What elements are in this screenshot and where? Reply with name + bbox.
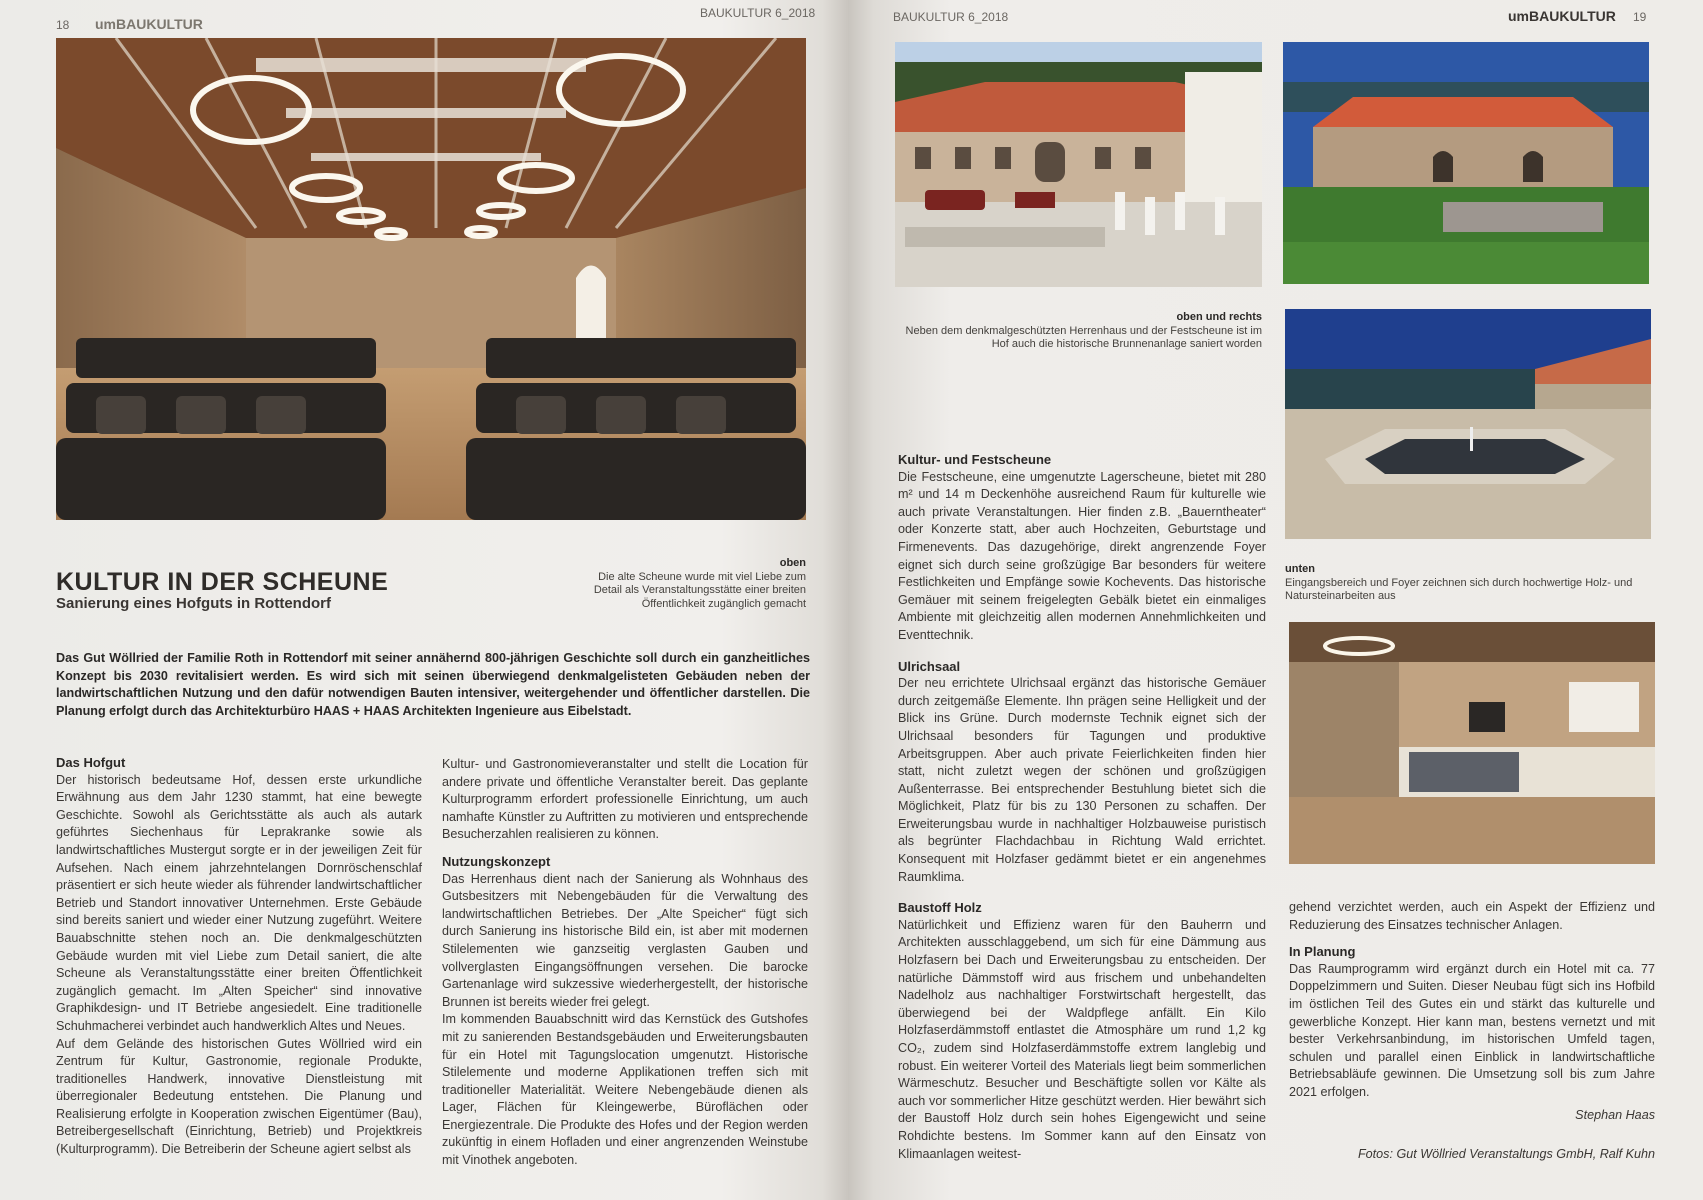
heading-baustoff-holz: Baustoff Holz xyxy=(898,900,982,916)
column-4 xyxy=(1289,899,1655,1124)
paragraph: Natürlichkeit und Effizienz waren für den Bauherrn und Architekten ausschlaggebend, um sich für eine Dämmung aus Holzfasern bei Dach und Erweiterungsbau zu entscheiden. Der natürliche Dämmstoff wird aus frischem und unbehandelten Nadelholz aus nachhaltiger Forstwirtschaft hergestellt, das überwiegend bei der Waldpflege anfällt. Ein Kilo Holzfaserdämmstoff entlastet die Atmosphäre um rund 1,2 kg CO₂, zudem sind Holzfaserdämmstoffe extrem langlebig und robust. Ein weiterer Vorteil des Materials liegt beim sommerlichen Wärmeschutz. Besucher und Beschäftigte sollen vor Kälte als auch vor sommerlicher Hitze geschützt werden. Hier bewährt sich der Baustoff Holz durch sein hohes Eigengewicht und seine Rohdichte bestens. Im Sommer kann auf den Einsatz von Klimaanlagen weitest- xyxy=(898,917,1266,1161)
paragraph: Das Raumprogramm wird ergänzt durch ein Hotel mit ca. 77 Doppelzimmern und Suiten. Dieser Neubau fügt sich ins Hofbild im östlichen Teil des Gutes ein und stärkt das kulturelle und gewerbliche Konzept. Hier kann man, bestens vernetzt und mit bester Verkehrsanbindung, im historischen Umfeld tagen, schulen und parallel einen Einblick in landwirtschaftliche Betriebsabläufe gewinnen. Die Umsetzung soll bis zum Jahre 2021 erfolgen. xyxy=(1289,961,1655,1099)
caption-text: Die alte Scheune wurde mit viel Liebe zum Detail als Veranstaltungsstätte einer breiten Öffentlichkeit zugänglich gemacht xyxy=(593,570,806,610)
article-title: KULTUR IN DER SCHEUNE xyxy=(56,568,389,596)
caption-label: oben und rechts xyxy=(1176,311,1262,323)
page-number: 19 xyxy=(1633,10,1647,24)
section-brand: umBAUKULTUR xyxy=(1508,8,1616,24)
caption-label: oben xyxy=(779,557,806,569)
issue-label: BAUKULTUR 6_2018 xyxy=(893,10,1009,24)
caption-text: Eingangsbereich und Foyer zeichnen sich durch hochwertige Holz- und Natursteinarbeiten aus xyxy=(1285,576,1633,602)
heading-ulrichsaal: Ulrichsaal xyxy=(898,658,961,674)
paragraph: Das Herrenhaus dient nach der Sanierung als Wohnhaus des Gutsbesitzers mit Nebengebäuden für die Verwaltung des landwirtschaftlichen Betriebes. Der „Alte Speicher“ fügt sich durch Sanierung ins historische Bild ein, ist aber mit modernen Stilelementen wie ganzseitig verglasten Gauben und vollverglasten Eingangsöffnungen versehen. Die barocke Gartenanlage wird sukzessive wiederhergestellt, der historische Brunnen ist bereits wieder frei gelegt. xyxy=(442,871,808,1009)
article-lead: Das Gut Wöllried der Familie Roth in Rottendorf mit seiner annähernd 800-jährigen Geschichte soll durch ein ganzheitliches Konzept bis 2030 revitalisiert werden. Es wird sich mit seinen überwiegend denkmalgelisteten Gebäuden neben der landwirtschaftlichen Nutzung und den dafür notwendigen Bauten intensiver, weitergehender und öffentlicher darstellen. Die Planung erfolgt durch das Architekturbüro HAAS + HAAS Architekten Ingenieure aus Eibelstadt. xyxy=(56,651,810,718)
photo-foyer-interior xyxy=(1289,622,1655,864)
left-page xyxy=(0,0,848,1200)
heading-nutzungskonzept: Nutzungskonzept xyxy=(442,853,551,869)
caption-unten xyxy=(1285,563,1651,604)
photo-credit: Fotos: Gut Wöllried Veranstaltungs GmbH, Ralf Kuhn xyxy=(1357,1147,1655,1161)
paragraph: Auf dem Gelände des historischen Gutes Wöllried wird ein Zentrum für Kultur, Gastronomie, regionale Produkte, traditionelles Handwerk, innovative Dienstleistung mit überregionaler Bedeutung entstehen. Die Planung und Realisierung erfolgte in Kooperation zwischen Eigentümer (Bau), Betreibergesellschaft (Einrichtung, Betrieb) und Projektkreis (Kulturprogramm). Die Betreiberin der Scheune agiert selbst als xyxy=(56,1036,422,1157)
right-page xyxy=(848,0,1703,1200)
caption-oben-rechts xyxy=(895,311,1262,352)
heading-in-planung: In Planung xyxy=(1289,944,1356,960)
column-1 xyxy=(56,754,422,1159)
column-2 xyxy=(442,756,808,1170)
main-photo-barn-hall xyxy=(56,38,806,520)
paragraph: Der neu errichtete Ulrichsaal ergänzt das historische Gemäuer durch zeitgemäße Elemente. Ihn prägen seine Helligkeit und der Blick ins Grüne. Durch modernste Technik eignet sich der Ulrichsaal besonders für Tagungen und produktive Arbeitsgruppen. Aber auch private Feierlichkeiten finden hier statt, nicht zuletzt wegen der schönen und großzügigen Außenterrasse. Bei entsprechender Bestuhlung bietet sich die Möglichkeit, Platz für bis zu 130 Personen zu schaffen. Der Erweiterungsbau wurde in nachhaltiger Holzbauweise puristisch als begrünter Flachdachbau in Richtung Wald errichtet. Konsequent mit Holzfaser gedämmt bietet er ein angenehmes Raumklima. xyxy=(898,676,1266,884)
photo-barn-lawn xyxy=(1283,42,1649,284)
author-name: Stephan Haas xyxy=(1575,1107,1655,1122)
paragraph: gehend verzichtet werden, auch ein Aspekt der Effizienz und Reduzierung des Einsatzes technischer Anlagen. xyxy=(1289,900,1655,932)
paragraph: Der historisch bedeutsame Hof, dessen erste urkundliche Erwähnung aus dem Jahr 1230 stammt, hat eine bewegte Geschichte. Sowohl als Gerichtsstätte als auch als autark geführtes Siechenhaus für Leprakranke sowie als landwirtschaftliches Mustergut sorgte er in der jeweiligen Zeit für Aufsehen. Nach einem jahrzehntelangen Dornröschenschlaf präsentiert er sich heute wieder als führender landwirtschaftlicher Betrieb und Standort innovativer Unternehmen. Erste Gebäude sind bereits saniert und wieder einer Nutzung zugeführt. Weitere Bauabschnitte stehen noch an. Die denkmalgeschützten Gebäude wurden mit viel Liebe zum Detail saniert, die alte Scheune als Veranstaltungsstätte einer breiten Öffentlichkeit zugänglich gemacht. Im „Alten Speicher“ sind innovative Graphikdesign- und IT Betriebe angesiedelt. Eine traditionelle Schuhmacherei verbindet auch handwerklich Altes und Neues. xyxy=(56,772,422,1033)
paragraph: Im kommenden Bauabschnitt wird das Kernstück des Gutshofes mit zu sanierenden Bestandsgebäuden und Erweiterungsbauten für ein Hotel mit Tagungslocation umgenutzt. Historische Stilelemente und moderne Applikationen treffen sich mit traditioneller Materialität. Weitere Nebengebäude dienen als Lager, Flächen für Kleingewerbe, Büroflächen oder Energiezentrale. Die Produkte des Hofes und der Region werden zukünftig in einem Hofladen und einer angrenzenden Weinstube mit Vinothek angeboten. xyxy=(442,1012,808,1168)
paragraph: Die Festscheune, eine umgenutzte Lagerscheune, bietet mit 280 m² und 14 m Deckenhöhe ausreichend Raum für kulturelle wie auch private Veranstaltungen. Hier finden z.B. „Bauerntheater“ oder Konzerte statt, aber auch Hochzeiten, Geburtstage und Firmenevents. Das dazugehörige, direkt angrenzende Foyer eignet sich durch seine großzügige Bar besonders für weitere Festlichkeiten und Empfänge sowie Kochevents. Das historische Gemäuer mit seinem freigelegten Gebälk bietet ein einmaliges Ambiente mit gleichzeitig allen modernen Annehmlichkeiten und Eventtechnik. xyxy=(898,469,1266,642)
column-3 xyxy=(898,451,1266,1163)
section-brand: umBAUKULTUR xyxy=(95,16,203,32)
heading-kultur-festscheune: Kultur- und Festscheune xyxy=(898,452,1052,467)
paragraph: Kultur- und Gastronomieveranstalter und stellt die Location für andere private und öffentliche Veranstalter bereit. Das geplante Kulturprogramm erfordert professionelle Einrichtung, um auch namhafte Künstler zu Auftritten zu motivieren und entsprechende Besucherzahlen realisieren zu können. xyxy=(442,757,808,842)
photo-fountain-basin xyxy=(1285,309,1651,539)
page-number: 18 xyxy=(56,18,70,32)
caption-main-photo xyxy=(590,557,806,611)
caption-text: Neben dem denkmalgeschützten Herrenhaus und der Festscheune ist im Hof auch die historische Brunnenanlage saniert worden xyxy=(905,324,1262,350)
heading-das-hofgut: Das Hofgut xyxy=(56,755,126,770)
issue-label: BAUKULTUR 6_2018 xyxy=(700,6,816,20)
article-subtitle: Sanierung eines Hofguts in Rottendorf xyxy=(56,595,332,612)
caption-label: unten xyxy=(1285,563,1315,575)
photo-manor-courtyard xyxy=(895,42,1262,287)
